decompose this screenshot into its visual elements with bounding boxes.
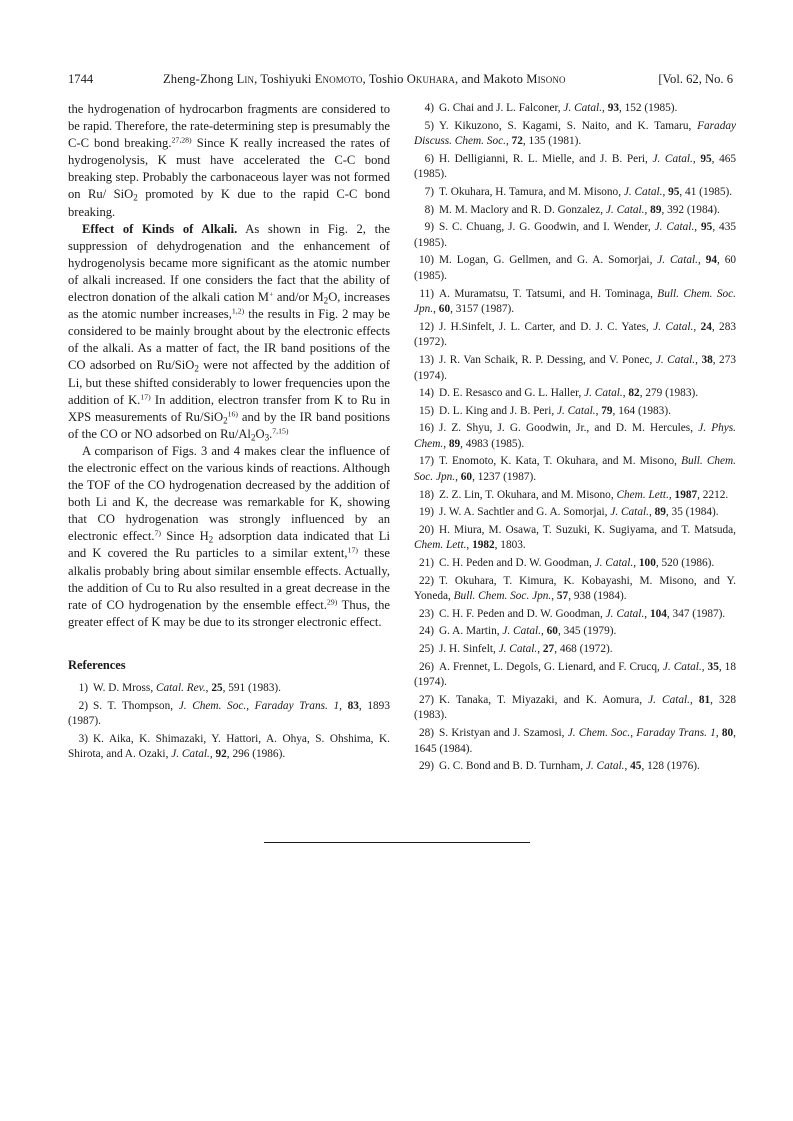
text-run: O, increases as the atomic number increases, <box>68 290 391 322</box>
end-rule <box>264 842 530 843</box>
text-run: , 1893 (1987). <box>68 699 390 728</box>
text-run: and by the IR band positions of the CO or NO adsorbed on Ru/Al <box>68 409 390 441</box>
text-run: J. Catal. <box>657 254 698 267</box>
reference-entry <box>414 624 736 640</box>
text-run: , <box>701 660 708 673</box>
text-run: 72 <box>511 135 523 148</box>
reference-number: 9) <box>424 221 434 234</box>
text-run: K. Aika, K. Shimazaki, Y. Hattori, A. Ohya, S. Ohshima, K. Shirota, and A. Ozaki, <box>68 732 390 761</box>
reference-number: 19) <box>418 506 434 519</box>
text-run: K. Tanaka, T. Miyazaki, and K. Aomura, <box>439 693 649 706</box>
text-run: Bull. Chem. Soc. Jpn. <box>414 455 737 484</box>
text-run: 27,28) <box>171 135 192 145</box>
text-run: 81 <box>698 693 711 706</box>
reference-number: 10) <box>418 254 434 267</box>
text-run: H. Miura, M. Osawa, T. Suzuki, K. Sugiyama, and T. Matsuda, <box>439 523 736 536</box>
text-run: , 392 (1984). <box>661 203 720 216</box>
reference-entry <box>414 253 736 284</box>
text-run: , <box>668 488 675 501</box>
text-run: 82 <box>628 387 640 400</box>
reference-number: 23) <box>418 607 434 620</box>
text-run: J. Catal. <box>623 185 663 198</box>
text-run: 60 <box>438 303 451 316</box>
text-run: 45 <box>630 760 642 773</box>
text-run: As shown in Fig. 2, the suppression of dehydrogenation and the enhancement of hydrogenolysis became more significant as the atomic number of alkali increased. If one considers the fact that the ability of electron donation of the alkali cation M <box>68 221 390 305</box>
text-run: 16) <box>227 409 238 419</box>
reference-number: 17) <box>418 455 434 468</box>
reference-number: 6) <box>424 152 434 165</box>
text-run: , 18 (1974). <box>414 660 736 689</box>
text-run: 35 <box>707 660 719 673</box>
reference-entry <box>414 421 736 452</box>
text-run: , <box>692 152 701 165</box>
text-run: 38 <box>701 353 713 366</box>
text-run: , <box>443 437 449 450</box>
reference-entry <box>414 320 736 351</box>
text-run: , 591 (1983). <box>222 681 281 694</box>
text-run: 2 <box>194 363 199 374</box>
reference-entry <box>414 574 736 605</box>
text-run: D. E. Resasco and G. L. Haller, <box>439 387 585 400</box>
text-run: , <box>695 353 702 366</box>
reference-entry <box>414 386 736 402</box>
text-run: , 1237 (1987). <box>472 471 537 484</box>
text-run: S. C. Chuang, J. G. Goodwin, and I. Wender, <box>439 221 655 234</box>
reference-number: 14) <box>418 387 434 400</box>
text-run: Catal. Rev. <box>155 681 206 694</box>
text-run: , <box>595 404 602 417</box>
text-run: 24 <box>700 320 712 333</box>
reference-number: 15) <box>418 404 434 417</box>
text-run: , <box>205 681 212 694</box>
author-separator: , and <box>455 72 484 86</box>
text-run: promoted by K due to the rapid C-C bond breaking. <box>68 187 390 219</box>
text-run: 79 <box>601 404 613 417</box>
text-run: 2 <box>323 295 329 306</box>
text-run: J. Catal. <box>652 152 693 165</box>
reference-entry <box>68 699 390 730</box>
left-column <box>68 101 390 765</box>
reference-number: 27) <box>418 693 434 706</box>
text-run: C. H. F. Peden and D. W. Goodman, <box>439 607 606 620</box>
text-run: , 328 (1983). <box>414 693 736 722</box>
text-run: , <box>433 303 439 316</box>
text-run: the results in Fig. 2 may be considered to be mainly brought about by the electronic effects of the alkali. As a matter of fact, the IR band positions of the CO adsorbed on Ru/SiO <box>68 307 391 373</box>
reference-entry <box>414 523 736 554</box>
text-run: 60 <box>546 625 558 638</box>
text-run: Effect of Kinds of Alkali. <box>82 221 238 236</box>
text-run: J. Chem. Soc., Faraday Trans. 1 <box>567 726 716 739</box>
text-run: . <box>269 426 273 441</box>
text-run: 2 <box>223 414 228 425</box>
text-run: , 152 (1985). <box>618 102 678 114</box>
text-run: W. D. Mross, <box>93 681 156 694</box>
reference-entry <box>414 726 736 757</box>
text-run: , 347 (1987). <box>666 607 726 620</box>
reference-number: 28) <box>418 726 434 739</box>
reference-number: 25) <box>418 643 434 655</box>
text-run: , 520 (1986). <box>655 557 715 570</box>
text-run: J. Catal. <box>171 748 210 761</box>
author-given-name: Toshio <box>368 72 407 86</box>
reference-number: 18) <box>418 488 434 501</box>
text-run: , 35 (1984). <box>665 506 719 519</box>
text-run: Bull. Chem. Soc. Jpn. <box>453 590 552 603</box>
text-run: , <box>466 539 473 552</box>
reference-entry <box>414 353 736 384</box>
text-run: 94 <box>705 254 717 267</box>
text-run: , 1645 (1984). <box>414 726 736 755</box>
text-run: G. C. Bond and B. D. Turnham, <box>439 760 586 773</box>
text-run: Chem. Lett. <box>414 539 467 552</box>
text-run: A comparison of Figs. 3 and 4 makes clear the influence of the electronic effect on the various kinds of reactions. Although the TOF of the CO hydrogenation decreased by the addition of both Li and K, the decrease was remarkable for K, showing that CO hydrogenation was strongly influenced by an electronic effect. <box>68 443 390 544</box>
text-run: J. Catal. <box>605 607 645 620</box>
text-run: 17) <box>140 392 151 402</box>
references-list-right <box>414 101 736 775</box>
text-run: , <box>541 625 547 638</box>
text-run: 60 <box>460 471 473 484</box>
text-run: Thus, the greater effect of K may be due to its stronger electronic effect. <box>68 597 390 629</box>
text-run: J. Catal. <box>655 353 696 366</box>
text-run: 7) <box>154 529 162 539</box>
text-run: T. Okuhara, H. Tamura, and M. Misono, <box>439 185 624 198</box>
reference-entry <box>414 220 736 251</box>
text-run: 95 <box>701 221 713 234</box>
text-run: , 1803. <box>494 539 526 552</box>
text-run: H. Delligianni, R. L. Mielle, and J. B. Peri, <box>439 152 653 165</box>
text-run: 2 <box>133 192 138 203</box>
text-run: , <box>694 221 702 234</box>
text-run: J. Catal. <box>653 320 694 333</box>
reference-entry <box>414 642 736 658</box>
reference-entry <box>414 454 736 485</box>
text-run: , <box>624 760 631 773</box>
reference-entry <box>414 759 736 775</box>
text-run: S. Kristyan and J. Szamosi, <box>439 726 568 739</box>
reference-number: 13) <box>418 353 434 366</box>
reference-entry <box>414 660 736 691</box>
reference-number: 8) <box>424 203 434 216</box>
text-run: J. Chem. Soc., Faraday Trans. 1 <box>178 699 340 712</box>
author-family-name: Enomoto <box>314 72 363 86</box>
author-separator: , <box>362 72 369 86</box>
text-run: 89 <box>650 203 662 216</box>
text-run: , <box>648 506 655 519</box>
text-run: 1982 <box>472 539 495 552</box>
text-run: , 938 (1984). <box>568 590 627 603</box>
text-run: Chem. Lett. <box>616 488 669 501</box>
author-given-name: Makoto <box>483 72 527 86</box>
references-list-left <box>68 681 390 763</box>
reference-entry <box>414 505 736 521</box>
text-run: M. M. Maclory and R. D. Gonzalez, <box>439 203 606 216</box>
text-run: J. Catal. <box>662 660 702 673</box>
text-run: , 135 (1981). <box>522 135 582 148</box>
reference-entry <box>414 119 736 150</box>
reference-number: 12) <box>418 320 434 333</box>
text-run: 27 <box>542 643 555 655</box>
text-run: 89 <box>654 506 666 519</box>
text-run: , <box>689 693 699 706</box>
text-run: , 60 (1985). <box>414 254 736 282</box>
text-run: , <box>505 135 512 148</box>
text-run: O <box>255 426 265 441</box>
text-run: , <box>455 471 461 484</box>
reference-number: 11) <box>419 287 434 300</box>
text-run: 83 <box>347 699 359 712</box>
text-run: , 468 (1972). <box>554 643 613 655</box>
text-run: 57 <box>556 590 569 603</box>
text-run: , 345 (1979). <box>557 625 617 638</box>
reference-number: 3) <box>78 732 88 745</box>
text-run: , <box>209 748 216 761</box>
body-paragraph <box>68 443 390 631</box>
text-run: J. Catal. <box>654 221 695 234</box>
body-paragraph <box>68 221 390 443</box>
text-run: 92 <box>215 748 227 761</box>
text-run: J. Catal. <box>594 557 634 570</box>
text-run: G. A. Martin, <box>439 625 503 638</box>
text-run: 25 <box>211 681 223 694</box>
running-header <box>68 70 733 88</box>
text-run: were not affected by the addition of Li, but these shifted considerably to lower frequencies upon the addition of K. <box>68 358 390 407</box>
text-run: , <box>662 185 669 198</box>
body-text <box>68 101 390 631</box>
text-run: Z. Z. Lin, T. Okuhara, and M. Misono, <box>439 488 617 501</box>
text-run: , <box>551 590 557 603</box>
reference-number: 24) <box>418 625 434 638</box>
text-run: and/or M <box>273 290 324 305</box>
text-run: adsorption data indicated that Li and K covered the Ru particles to a similar extent, <box>68 529 391 561</box>
author-separator: , <box>254 72 261 86</box>
text-run: 100 <box>638 557 656 570</box>
text-run: 1,2) <box>231 306 245 316</box>
text-run: J. Catal. <box>563 102 603 114</box>
reference-number: 26) <box>418 660 434 673</box>
text-run: In addition, electron transfer from K to Ru in XPS measurements of Ru/SiO <box>68 392 391 424</box>
reference-entry <box>414 693 736 724</box>
text-run: , 4983 (1985). <box>460 437 525 450</box>
text-run: , <box>537 643 543 655</box>
text-run: A. Frennet, L. Degols, G. Lienard, and F. Crucq, <box>439 660 663 673</box>
page-number: 1744 <box>68 72 94 86</box>
reference-number: 4) <box>424 102 434 114</box>
text-run: J. W. A. Sachtler and G. A. Somorjai, <box>439 506 611 519</box>
text-run: 104 <box>649 607 667 620</box>
text-run: M. Logan, G. Gellmen, and G. A. Somorjai, <box>439 254 658 267</box>
text-run: J. H. Sinfelt, <box>439 643 499 655</box>
text-run: J. Phys. Chem. <box>414 422 736 450</box>
author-given-name: Zheng-Zhong <box>163 72 237 86</box>
reference-entry <box>414 287 736 318</box>
text-run: J. Z. Shyu, J. G. Goodwin, Jr., and D. M. Hercules, <box>439 422 699 435</box>
text-run: J. R. Van Schaik, R. P. Dessing, and V. Ponec, <box>439 353 656 366</box>
text-run: C. H. Peden and D. W. Goodman, <box>439 557 595 570</box>
reference-entry <box>68 681 390 697</box>
text-run: , 273 (1974). <box>414 353 736 382</box>
text-run: G. Chai and J. L. Falconer, <box>439 102 564 114</box>
reference-number: 2) <box>78 699 88 712</box>
text-run: 3 <box>264 432 270 443</box>
text-run: 7,15) <box>272 426 289 436</box>
text-run: 89 <box>448 437 461 450</box>
text-run: , <box>644 203 651 216</box>
text-run: , 41 (1985). <box>679 185 733 198</box>
text-run: J. Catal. <box>585 760 625 773</box>
text-run: A. Muramatsu, T. Tatsumi, and H. Tominaga, <box>439 287 658 300</box>
text-run: , <box>693 320 701 333</box>
text-run: 95 <box>668 185 680 198</box>
text-run: , 283 (1972). <box>414 320 736 349</box>
reference-number: 16) <box>418 422 434 435</box>
text-run: 93 <box>607 102 619 114</box>
reference-entry <box>414 556 736 572</box>
text-run: D. L. King and J. B. Peri, <box>439 404 557 417</box>
reference-number: 22) <box>418 574 434 587</box>
text-run: , <box>622 387 629 400</box>
volume-issue: [Vol. 62, No. 6 <box>658 72 733 86</box>
right-column <box>414 101 736 777</box>
reference-entry <box>414 488 736 504</box>
text-run: 2 <box>250 432 256 443</box>
text-run: , 279 (1983). <box>639 387 699 400</box>
running-header-authors <box>163 70 566 88</box>
text-run: , 296 (1986). <box>226 748 286 761</box>
reference-number: 1) <box>78 681 88 694</box>
body-paragraph <box>68 101 390 221</box>
text-run: J. H.Sinfelt, J. L. Carter, and D. J. C. Yates, <box>439 320 654 333</box>
text-run: T. Okuhara, T. Kimura, K. Kobayashi, M. Misono, and Y. Yoneda, <box>414 574 736 603</box>
reference-entry <box>414 185 736 201</box>
references-heading: References <box>68 657 126 672</box>
reference-entry <box>414 203 736 219</box>
text-run: J. Catal. <box>584 387 623 400</box>
text-run: Bull. Chem. Soc. Jpn. <box>414 287 736 316</box>
text-run: , <box>602 102 608 114</box>
text-run: J. Catal. <box>605 203 645 216</box>
text-run: , 128 (1976). <box>641 760 700 773</box>
reference-entry <box>414 101 736 117</box>
text-run: , <box>697 254 706 267</box>
text-run: + <box>269 289 274 299</box>
text-run: Since K really increased the rates of hydrogenolysis, K must have accelerated the C-C bond breaking step. Probably the carbonaceous layer was not formed on Ru/ SiO <box>68 136 391 202</box>
text-run: , 435 (1985). <box>414 221 736 249</box>
text-run: the hydrogenation of hydrocarbon fragments are considered to be rapid. Therefore, the rate-determining step is presumably the C-C bond breaking. <box>68 102 390 151</box>
text-run: J. Catal. <box>610 506 649 519</box>
author-family-name: Misono <box>526 72 566 86</box>
text-run: J. Catal. <box>556 404 596 417</box>
text-run: 29) <box>326 597 338 607</box>
author-given-name: Toshiyuki <box>260 72 315 86</box>
reference-entry <box>414 404 736 420</box>
text-run: , <box>339 699 348 712</box>
reference-entry <box>414 152 736 183</box>
text-run: , 2212. <box>697 488 729 501</box>
author-family-name: Lin <box>236 72 255 86</box>
reference-number: 29) <box>418 760 434 773</box>
text-run: S. T. Thompson, <box>93 699 179 712</box>
text-run: , 164 (1983). <box>612 404 671 417</box>
text-run: T. Enomoto, K. Kata, T. Okuhara, and M. Misono, <box>439 455 682 468</box>
text-run: Faraday Discuss. Chem. Soc. <box>414 119 736 148</box>
text-run: , <box>633 557 639 570</box>
text-run: Since H <box>161 529 209 544</box>
text-run: 95 <box>700 152 712 165</box>
text-run: J. Catal. <box>648 693 690 706</box>
text-run: J. Catal. <box>498 643 538 655</box>
author-family-name: Okuhara <box>406 72 456 86</box>
text-run: Y. Kikuzono, S. Kagami, S. Naito, and K. Tamaru, <box>439 119 698 132</box>
reference-entry <box>414 607 736 623</box>
text-run: 17) <box>347 546 358 556</box>
text-run: , 465 (1985). <box>414 152 737 181</box>
text-run: these alkalis probably bring about similar ensemble effects. Actually, the addition of Cu to Ru also resulted in a great decrease in the rate of CO hydrogenation by the ensemble effect. <box>68 546 390 612</box>
text-run: , <box>644 607 650 620</box>
text-run: J. Catal. <box>502 625 541 638</box>
reference-number: 7) <box>424 185 434 198</box>
text-run: , <box>715 726 722 739</box>
reference-number: 5) <box>424 119 434 132</box>
text-run: , 3157 (1987). <box>450 303 515 316</box>
reference-entry <box>68 732 390 763</box>
text-run: 2 <box>208 534 214 545</box>
reference-number: 20) <box>418 523 434 536</box>
text-run: 80 <box>721 726 734 739</box>
text-run: 1987 <box>674 488 698 501</box>
reference-number: 21) <box>418 557 434 570</box>
